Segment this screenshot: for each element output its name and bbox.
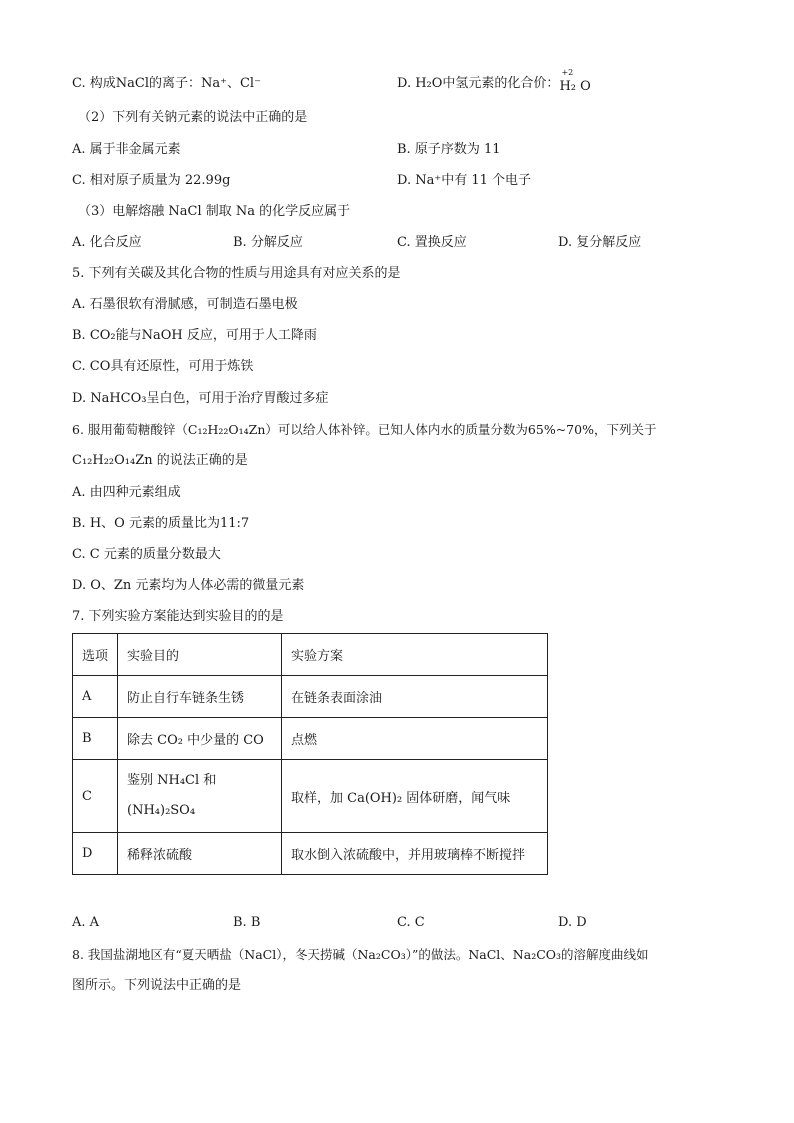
row-goal: 防止自行车链条生锈 xyxy=(118,676,282,718)
q4-3-option-b: B. 分解反应 xyxy=(233,235,303,250)
q4-option-d-text: D. H₂O中氢元素的化合价： xyxy=(397,76,560,91)
q6-stem-line2: C₁₂H₂₂O₁₄Zn 的说法正确的是 xyxy=(72,453,248,468)
valence-formula xyxy=(559,68,591,94)
row-goal: 除去 CO₂ 中少量的 CO xyxy=(118,718,282,760)
row-plan: 取样，加 Ca(OH)₂ 固体研磨，闻气味 xyxy=(282,760,548,833)
q4-2-option-d: D. Na⁺中有 11 个电子 xyxy=(397,173,532,188)
q4-2-option-b: B. 原子序数为 11 xyxy=(397,142,501,157)
table-row xyxy=(73,676,548,718)
table-row xyxy=(73,718,548,760)
row-plan: 点燃 xyxy=(282,718,548,760)
row-plan: 在链条表面涂油 xyxy=(282,676,548,718)
row-plan: 取水倒入浓硫酸中，并用玻璃棒不断搅拌 xyxy=(282,833,548,875)
q4-2-option-a: A. 属于非金属元素 xyxy=(72,142,181,157)
q4-option-d xyxy=(397,68,591,94)
q7-option-a: A. A xyxy=(72,915,100,930)
q4-2-stem: （2）下列有关钠元素的说法中正确的是 xyxy=(78,110,308,125)
q6-option-b: B. H、O 元素的质量比为11:7 xyxy=(72,516,250,531)
q5-stem: 5. 下列有关碳及其化合物的性质与用途具有对应关系的是 xyxy=(72,266,401,281)
row-option: B xyxy=(73,718,118,760)
row-goal xyxy=(118,760,282,833)
q4-3-stem: （3）电解熔融 NaCl 制取 Na 的化学反应属于 xyxy=(78,204,351,219)
q6-option-a: A. 由四种元素组成 xyxy=(72,485,181,500)
q4-3-option-d: D. 复分解反应 xyxy=(558,235,642,250)
table-row xyxy=(73,833,548,875)
q6-stem-line1: 6. 服用葡萄糖酸锌（C₁₂H₂₂O₁₄Zn）可以给人体补锌。已知人体内水的质量分数为65%~70%，下列关于 xyxy=(72,422,657,437)
q5-option-a: A. 石墨很软有滑腻感，可制造石墨电极 xyxy=(72,297,298,312)
q4-option-c: C. 构成NaCl的离子：Na⁺、Cl⁻ xyxy=(72,76,261,91)
row-option: A xyxy=(73,676,118,718)
q8-stem-line1: 8. 我国盐湖地区有“夏天晒盐（NaCl），冬天捞碱（Na₂CO₃）”的做法。NaCl、Na₂CO₃的溶解度曲线如 xyxy=(72,947,649,962)
header-plan: 实验方案 xyxy=(282,634,548,676)
valence-formula-body: H₂ O xyxy=(559,79,591,94)
q6-option-c: C. C 元素的质量分数最大 xyxy=(72,547,221,562)
q7-option-b: B. B xyxy=(233,915,261,930)
q4-3-option-a: A. 化合反应 xyxy=(72,235,142,250)
q6-option-d: D. O、Zn 元素均为人体必需的微量元素 xyxy=(72,578,305,593)
header-goal: 实验目的 xyxy=(118,634,282,676)
q7-stem: 7. 下列实验方案能达到实验目的的是 xyxy=(72,609,284,624)
valence-charge: +2 xyxy=(561,68,574,77)
header-option: 选项 xyxy=(73,634,118,676)
q4-2-option-c: C. 相对原子质量为 22.99g xyxy=(72,173,231,188)
table-header-row xyxy=(73,634,548,676)
q8-stem-line2: 图所示。下列说法中正确的是 xyxy=(72,978,242,993)
row-option: D xyxy=(73,833,118,875)
q5-option-b: B. CO₂能与NaOH 反应，可用于人工降雨 xyxy=(72,328,317,343)
row-option: C xyxy=(73,760,118,833)
q7-option-d: D. D xyxy=(558,915,587,930)
row-goal: 稀释浓硫酸 xyxy=(118,833,282,875)
q5-option-d: D. NaHCO₃呈白色，可用于治疗胃酸过多症 xyxy=(72,391,329,406)
q7-option-c: C. C xyxy=(397,915,425,930)
q7-table xyxy=(72,633,548,875)
table-row xyxy=(73,760,548,833)
q4-3-option-c: C. 置换反应 xyxy=(397,235,467,250)
q5-option-c: C. CO具有还原性，可用于炼铁 xyxy=(72,359,254,374)
row-goal-line2: (NH₄)₂SO₄ xyxy=(127,803,196,818)
row-goal-line1: 鉴别 NH₄Cl 和 xyxy=(127,773,217,788)
